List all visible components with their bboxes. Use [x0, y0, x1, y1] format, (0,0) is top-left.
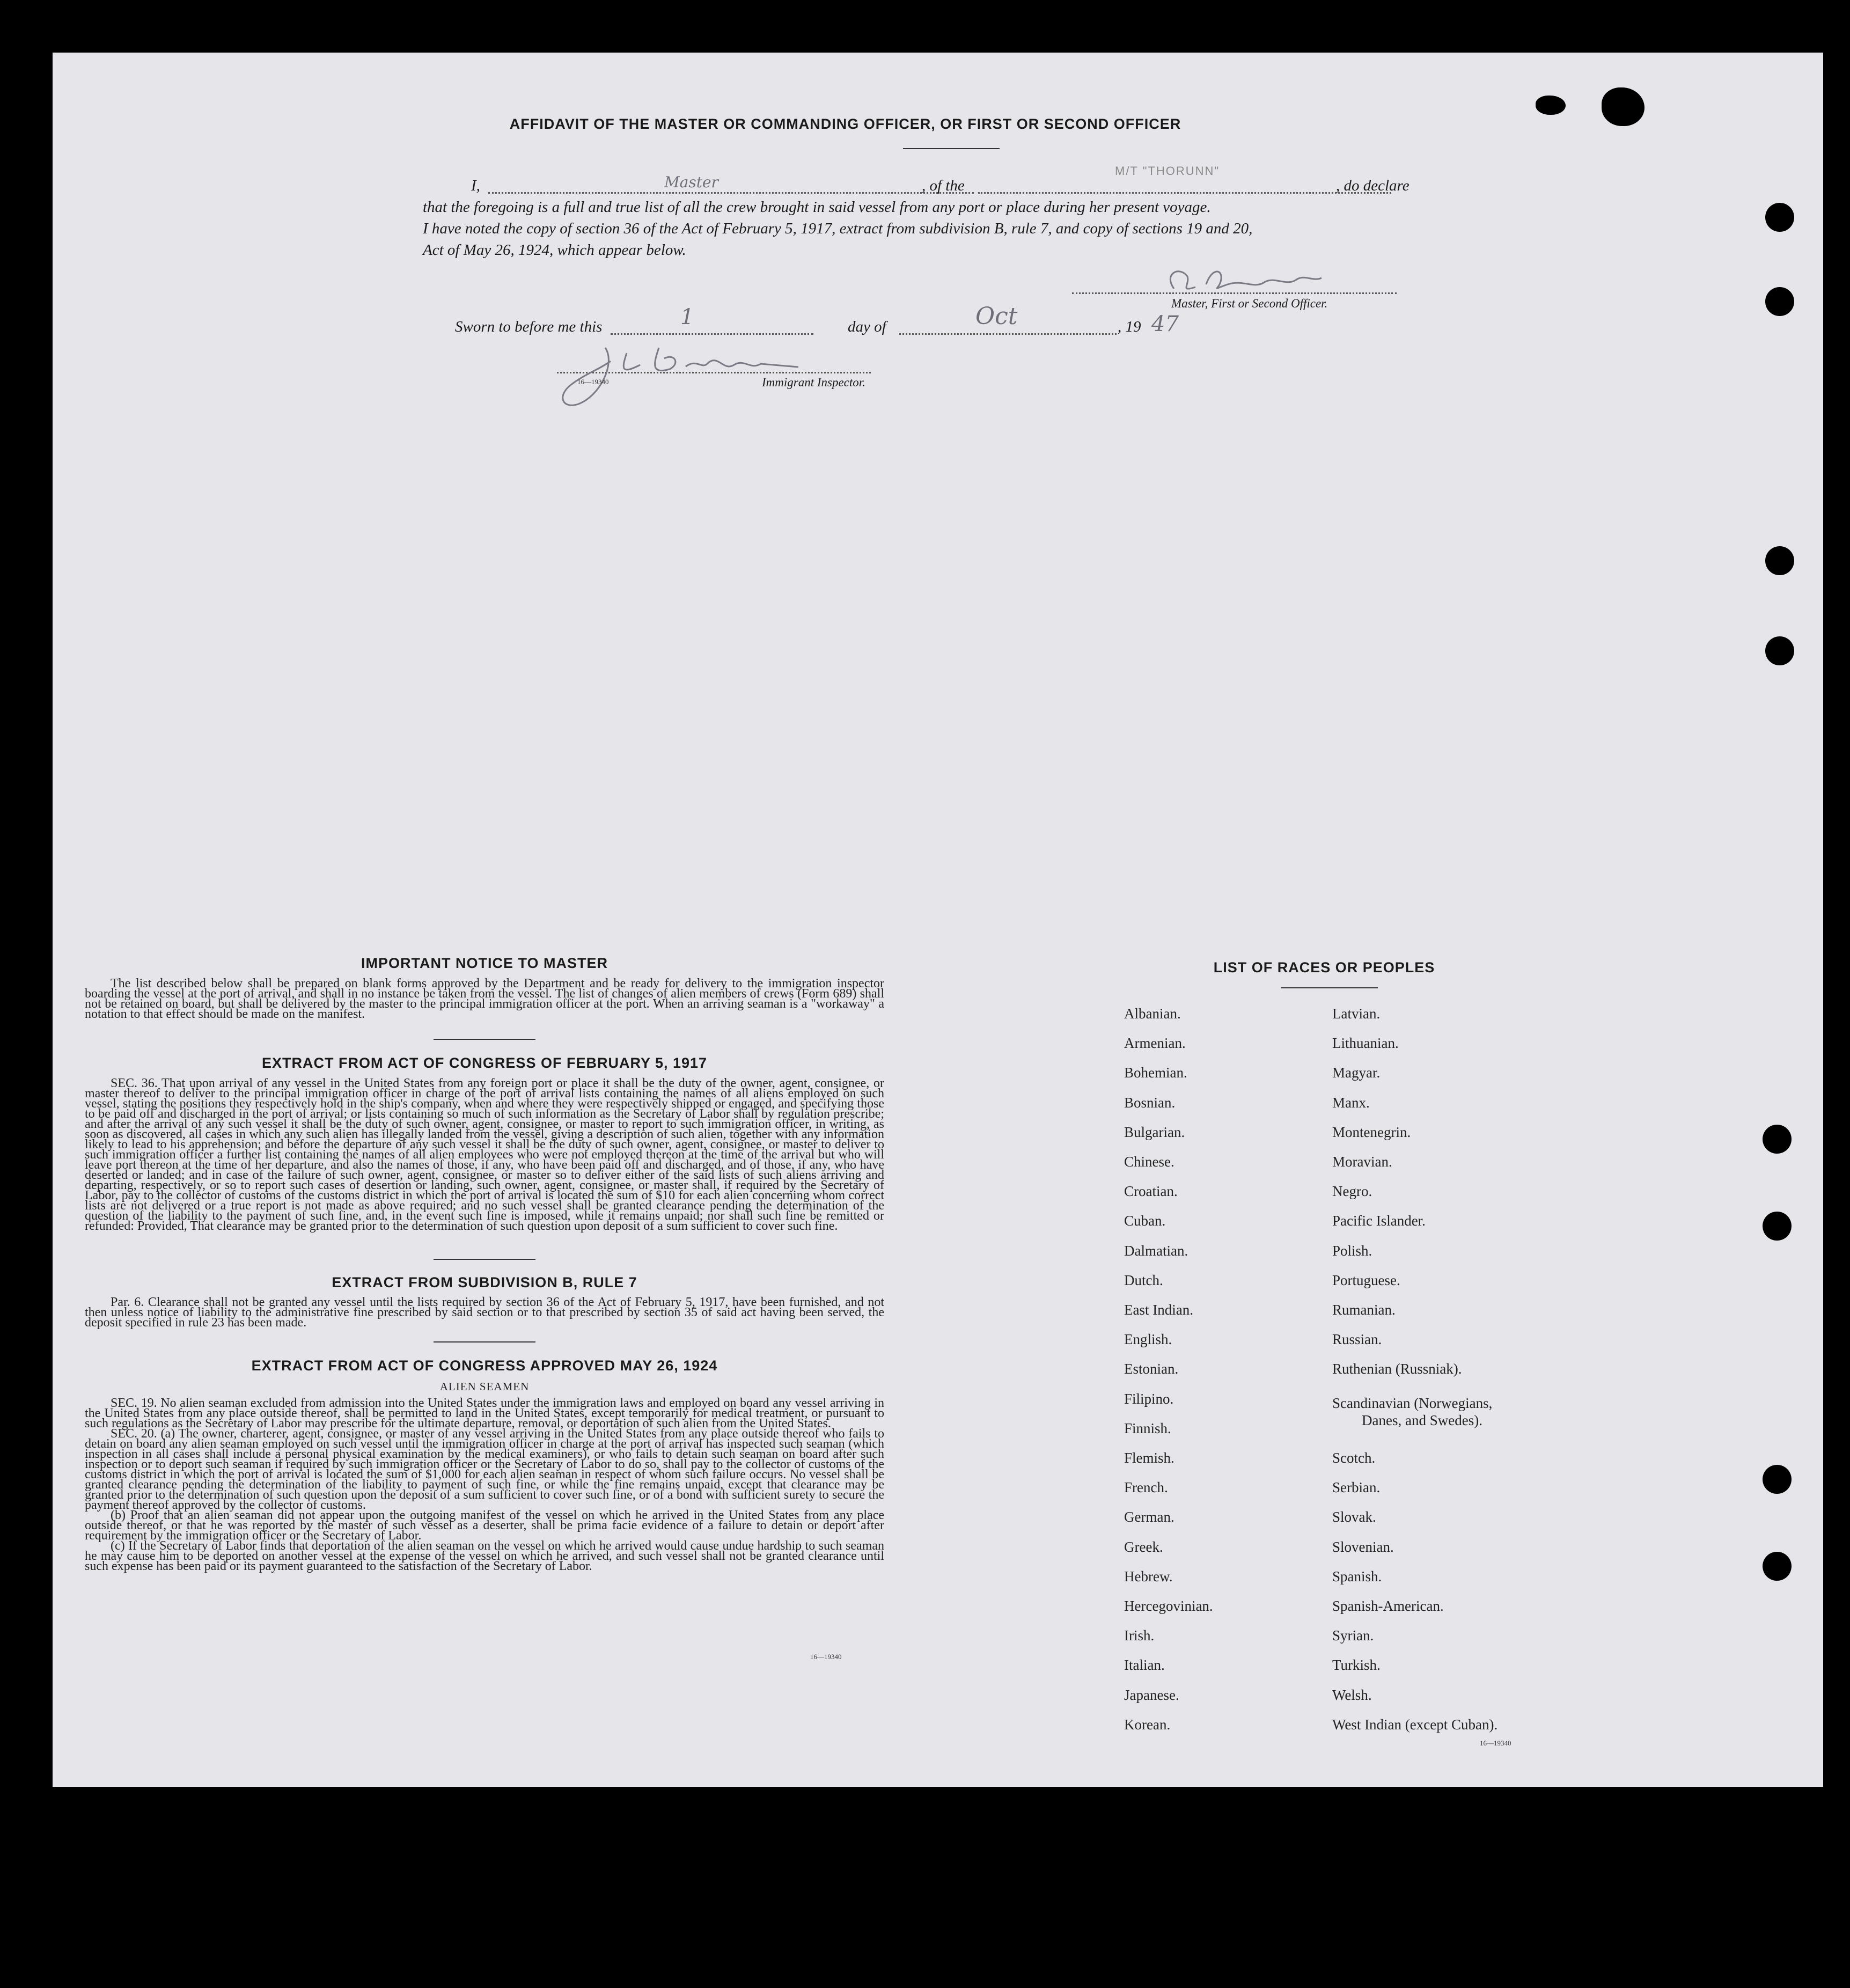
- race-item: English.: [1124, 1331, 1172, 1348]
- divider-2: [434, 1259, 535, 1260]
- officer-label: Master, First or Second Officer.: [1171, 297, 1328, 310]
- affidavit-title: AFFIDAVIT OF THE MASTER OR COMMANDING OFFICER, OR FIRST OR SECOND OFFICER: [509, 116, 1181, 132]
- declare-label: , do declare: [1336, 177, 1409, 194]
- divider-1: [434, 1039, 535, 1040]
- race-item: Ruthenian (Russniak).: [1332, 1361, 1462, 1377]
- race-item: Rumanian.: [1332, 1302, 1396, 1318]
- race-item: East Indian.: [1124, 1302, 1193, 1318]
- notice-title: IMPORTANT NOTICE TO MASTER: [361, 955, 608, 971]
- binder-hole: [1765, 546, 1794, 575]
- year-prefix: , 19: [1118, 318, 1141, 335]
- race-item: Korean.: [1124, 1716, 1171, 1733]
- declaration-line-2: that the foregoing is a full and true list of all the crew brought in said vessel from any port or place during her present voyage.: [423, 199, 1211, 216]
- binder-hole: [1765, 203, 1794, 232]
- race-item: Syrian.: [1332, 1627, 1374, 1644]
- races-form-number: 16—19340: [1480, 1739, 1511, 1747]
- race-item: Hebrew.: [1124, 1568, 1173, 1584]
- rule7-title: EXTRACT FROM SUBDIVISION B, RULE 7: [332, 1274, 637, 1290]
- race-item: Italian.: [1124, 1657, 1165, 1674]
- binder-hole: [1765, 287, 1794, 316]
- declaration-line-3: I have noted the copy of section 36 of the Act of February 5, 1917, extract from subdivision B, rule 7, and copy of sections 19 and 20,: [423, 220, 1253, 237]
- race-item: Montenegrin.: [1332, 1124, 1411, 1140]
- vessel-name-field: [978, 192, 1391, 194]
- inspector-signature: [546, 332, 825, 417]
- race-item: Magyar.: [1332, 1065, 1381, 1081]
- sworn-month-handwriting: Oct: [975, 303, 1018, 330]
- race-item: German.: [1124, 1509, 1174, 1525]
- race-item: Bosnian.: [1124, 1094, 1176, 1111]
- affidavit-form-number: 16—19340: [577, 378, 609, 386]
- extract-1924-body: SEC. 19. No alien seaman excluded from admission into the United States under the immigration laws and employed on board any vessel arriving in the United States from any place outside thereof, shall be permitted to land in the United States, except temporarily for medical treatment, or pursuant to such regulations as the Secretary of Labor may prescribe for the ultimate departure, removal, or deportation of such alien from the United States. SEC. 20. (a) The owner, charterer, agent, consignee, or master of any vessel arriving in the United States from any place outside thereof who fails to detain on board any alien seaman employed on such vessel until the immigration officer in charge at the port of arrival has inspected such seaman (which inspection in all cases shall include a personal physical examination by the medical examiners), or who fails to detain such seaman on board after such inspection or to deport such seaman if required by such immigration officer or the Secretary of Labor to do so, shall pay to the collector of customs of the customs district in which the port of arrival is located the sum of $1,000 for each alien seaman in respect of whom such failure occurs. No vessel shall be granted clearance pending the determination of the liability to payment of such fine, or while the fine remains unpaid, except that clearance may be granted prior to the determination of such question upon the deposit of a sum sufficient to cover such fine, or of a bond with sufficient surety to secure the payment thereof approved by the collector of customs. (b) Proof that an alien seaman did not appear upon the outgoing manifest of the vessel on which he arrived in the United States from any place outside thereof, or that he was reported by the master of such vessel as a deserter, shall be prima facie evidence of a failure to detain or deport after requirement by the immigration officer or the Secretary of Labor. (c) If the Secretary of Labor finds that deportation of the alien seaman on the vessel on which he arrived would cause undue hardship to such seaman he may cause him to be deported on another vessel at the expense of the vessel on which he arrived, and such vessel shall not be granted clearance until such expense has been paid or its payment guaranteed to the satisfaction of the Secretary of Labor.: [85, 1396, 884, 1573]
- extract-1917-title: EXTRACT FROM ACT OF CONGRESS OF FEBRUARY 5, 1917: [261, 1055, 708, 1071]
- of-the-label: , of the: [922, 177, 965, 194]
- race-item: Filipino.: [1124, 1390, 1174, 1407]
- race-item: Slovak.: [1332, 1509, 1376, 1525]
- extract-form-number: 16—19340: [810, 1653, 842, 1661]
- race-item: Welsh.: [1332, 1686, 1372, 1703]
- race-item: Cuban.: [1124, 1213, 1166, 1229]
- officer-signature: [1158, 263, 1330, 300]
- race-item: Flemish.: [1124, 1450, 1174, 1466]
- race-item: Pacific Islander.: [1332, 1213, 1426, 1229]
- binder-hole: [1763, 1212, 1792, 1241]
- race-item: Albanian.: [1124, 1006, 1181, 1022]
- race-item: Irish.: [1124, 1627, 1155, 1644]
- race-item: Estonian.: [1124, 1361, 1179, 1377]
- ink-blot: [1602, 87, 1645, 126]
- extract-1924-title: EXTRACT FROM ACT OF CONGRESS APPROVED MAY 26, 1924: [251, 1358, 718, 1374]
- race-item: Scandinavian (Norwegians,: [1332, 1395, 1493, 1411]
- race-item: West Indian (except Cuban).: [1332, 1716, 1498, 1733]
- race-item: Russian.: [1332, 1331, 1382, 1348]
- master-name-field: [488, 192, 974, 194]
- binder-hole: [1765, 636, 1794, 665]
- notice-body: The list described below shall be prepared on blank forms approved by the Department and be ready for delivery to the immigration inspector boarding the vessel at the port of arrival, and shall in no instance be taken from the vessel. The list of changes of alien members of crews (Form 689) shall not be retained on board, but shall be delivered by the master to the principal immigration officer at the port. When an arriving seaman is a "workaway" a notation to that effect should be made on the manifest.: [85, 977, 884, 1021]
- year-handwriting: 47: [1151, 312, 1179, 336]
- race-item-scandinavian-cont: Danes, and Swedes).: [1362, 1412, 1482, 1428]
- sworn-month-field: [899, 333, 1117, 335]
- extract-1917-body: SEC. 36. That upon arrival of any vessel in the United States from any foreign port or place it shall be the duty of the owner, agent, consignee, or master thereof to deliver to the principal immigration officer in charge of the port of arrival lists containing the names of all aliens employed on such vessel, stating the positions they respectively hold in the ship's company, when and where they were respectively shipped or engaged, and specifying those to be paid off and discharged in the port of arrival; or lists containing so much of such information as the Secretary of Labor shall by regulation prescribe; and after the arrival of any such vessel it shall be the duty of such owner, agent, consignee, or master to report to such immigration officer, in writing, as soon as discovered, all cases in which any such alien has illegally landed from the vessel, giving a description of such alien, together with any information likely to lead to his apprehension; and before the departure of any such vessel it shall be the duty of such owner, agent, consignee, or master to deliver to such immigration officer a further list containing the names of all alien employees who were not employed thereon at the time of the arrival but who will leave port thereon at the time of her departure, and also the names of those, if any, who have been paid off and discharged, and of those, if any, who have deserted or landed; and in case of the failure of such owner, agent, consignee, or master so to deliver either of the said lists of such aliens arriving and departing, respectively, or so to report such cases of desertion or landing, such owner, agent, consignee, or master shall, if required by the Secretary of Labor, pay to the collector of customs of the customs district in which the port of arrival is located the sum of $10 for each alien concerning whom correct lists are not delivered or a true report is not made as above required; and no such vessel shall be granted clearance pending the determination of the question of the liability to the payment of such fine, and, in the event such fine is imposed, while it remains unpaid; nor shall such fine be remitted or refunded: Provided, That clearance may be granted prior to the determination of such question upon deposit of a sum sufficient to cover such fine.: [85, 1076, 884, 1233]
- races-divider: [1281, 987, 1378, 988]
- binder-hole: [1763, 1125, 1792, 1154]
- sworn-label: Sworn to before me this: [455, 318, 603, 335]
- race-item: Manx.: [1332, 1094, 1370, 1111]
- race-item: French.: [1124, 1479, 1168, 1496]
- rule7-body: Par. 6. Clearance shall not be granted any vessel until the lists required by section 36 of the Act of February 5, 1917, have been furnished, and not then unless notice of liability to the administrative fine prescribed by said section or to that prescribed by section 35 of said act having been served, the deposit specified in rule 23 has been made.: [85, 1295, 884, 1330]
- race-item: Bohemian.: [1124, 1065, 1187, 1081]
- race-item: Latvian.: [1332, 1006, 1381, 1022]
- i-label: I,: [471, 177, 480, 194]
- race-item: Turkish.: [1332, 1657, 1381, 1674]
- race-item: Spanish.: [1332, 1568, 1382, 1584]
- race-item: Moravian.: [1332, 1154, 1392, 1170]
- race-item: Polish.: [1332, 1242, 1372, 1259]
- race-item: Spanish-American.: [1332, 1598, 1444, 1614]
- divider-3: [434, 1341, 535, 1343]
- binder-hole: [1763, 1465, 1792, 1494]
- races-title: LIST OF RACES OR PEOPLES: [1213, 959, 1435, 975]
- race-item: Japanese.: [1124, 1686, 1179, 1703]
- declaration-line-4: Act of May 26, 1924, which appear below.: [423, 241, 686, 259]
- alien-seamen-subtitle: ALIEN SEAMEN: [439, 1380, 530, 1393]
- race-item: Greek.: [1124, 1538, 1163, 1555]
- race-item: Lithuanian.: [1332, 1035, 1399, 1052]
- document-page: [53, 53, 1823, 1787]
- race-item: Finnish.: [1124, 1420, 1171, 1436]
- binder-hole: [1763, 1552, 1792, 1581]
- race-item: Portuguese.: [1332, 1272, 1400, 1288]
- race-item: Bulgarian.: [1124, 1124, 1185, 1140]
- race-item: Croatian.: [1124, 1183, 1178, 1200]
- race-item: Slovenian.: [1332, 1538, 1394, 1555]
- master-handwriting: Master: [664, 173, 718, 191]
- sworn-day-handwriting: 1: [680, 305, 694, 329]
- title-divider: [903, 148, 1000, 149]
- race-item: Hercegovinian.: [1124, 1598, 1213, 1614]
- race-item: Chinese.: [1124, 1154, 1174, 1170]
- race-item: Negro.: [1332, 1183, 1372, 1200]
- ink-blot: [1536, 96, 1566, 115]
- race-item: Dalmatian.: [1124, 1242, 1188, 1259]
- race-item: Scotch.: [1332, 1450, 1376, 1466]
- race-item: Serbian.: [1332, 1479, 1381, 1496]
- race-item: Armenian.: [1124, 1035, 1186, 1052]
- day-of-label: day of: [848, 318, 886, 335]
- race-item: Dutch.: [1124, 1272, 1163, 1288]
- inspector-label: Immigrant Inspector.: [762, 376, 865, 389]
- vessel-name-stamp: M/T "THORUNN": [1115, 164, 1220, 178]
